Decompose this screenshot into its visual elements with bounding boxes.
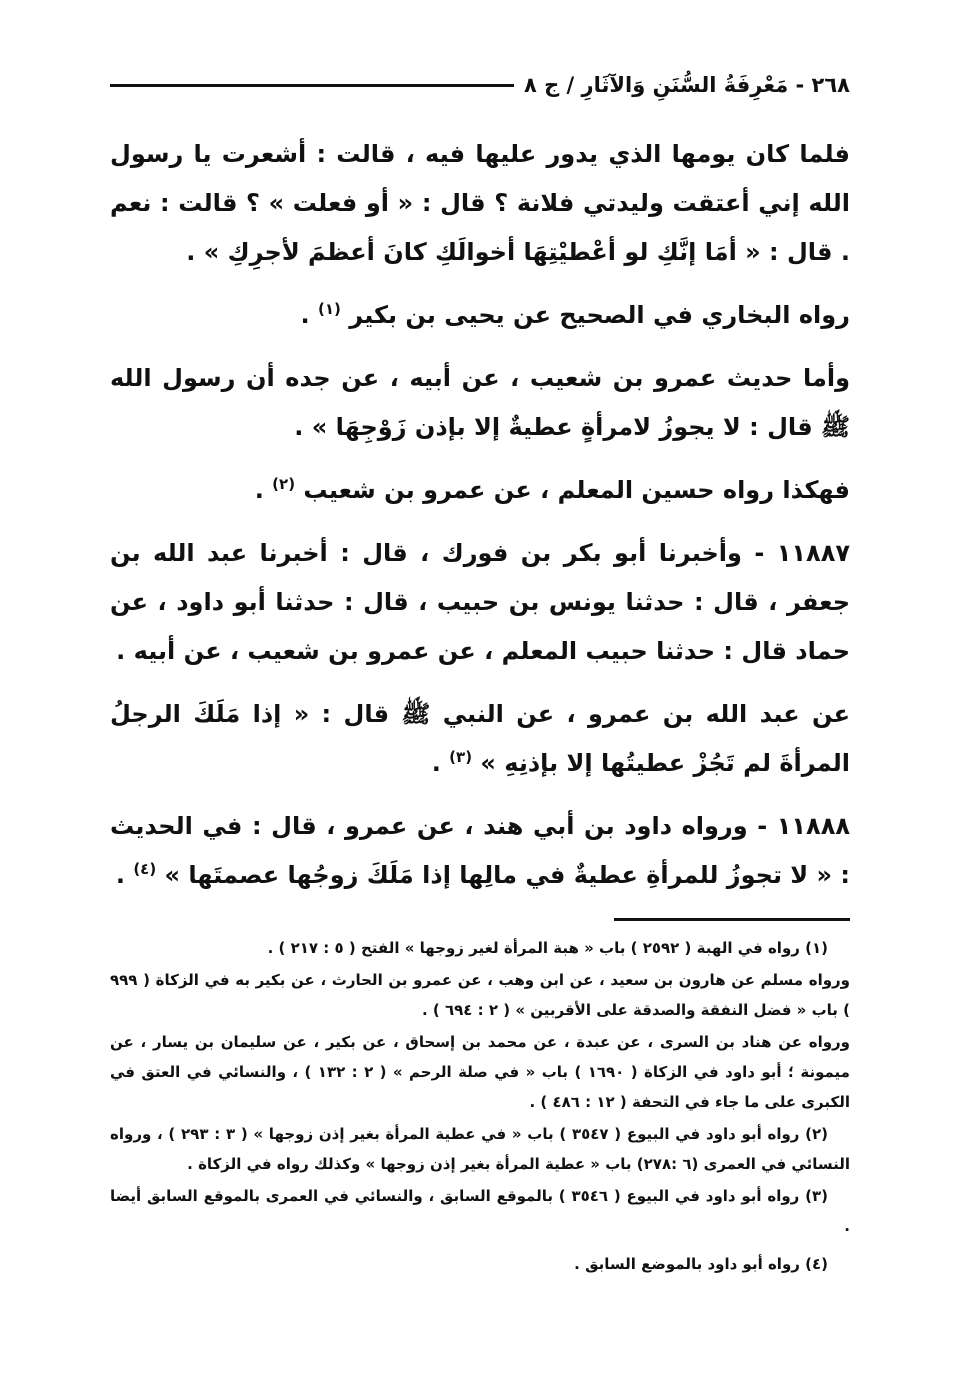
footnote-2: (٢) رواه أبو داود في البيوع ( ٣٥٤٧ ) باب « في عطية المرأة بغير إذن زوجها » ( ٣ : ٢٩٣ ) ، ورواه النسائي في العمرى (٦ :٢٧٨) باب « عطية المرأة بغير إذن زوجها » وكذلك رواه في الزكاة . bbox=[110, 1125, 850, 1173]
main-text bbox=[110, 130, 850, 900]
footnote-3: (٣) رواه أبو داود في البيوع ( ٣٥٤٦ ) بالموقع السابق ، والنسائي في العمرى بالموقع السابق أيضا . bbox=[110, 1187, 850, 1235]
footnote-1-cont-a: ورواه مسلم عن هارون بن سعيد ، عن ابن وهب ، عن عمرو بن الحارث ، عن بكير به في الزكاة ( ٩٩٩ ) باب « فضل النفقة والصدقة على الأقربين » ( ٢ : ٦٩٤ ) . bbox=[110, 971, 850, 1019]
footnote-ref-2: (٢) bbox=[272, 475, 296, 493]
footnote-ref-1: (١) bbox=[318, 300, 341, 318]
page-header bbox=[110, 60, 850, 110]
paragraph-7: ١١٨٨٨ - ورواه داود بن أبي هند ، عن عمرو ، قال : في الحديث : « لا تجوزُ للمرأةِ عطيةٌ في مالِها إذا مَلَكَ زوجُها عصمتَها » $^{(٤)}$ . bbox=[110, 812, 850, 889]
paragraph-5: ١١٨٨٧ - وأخبرنا أبو بكر بن فورك ، قال : أخبرنا عبد الله بن جعفر ، قال : حدثنا يونس بن حبيب ، قال : حدثنا أبو داود ، عن حماد قال : حدثنا حبيب المعلم ، عن عمرو بن شعيب ، عن أبيه . bbox=[110, 539, 850, 665]
footnote-separator bbox=[614, 918, 850, 921]
footnote-1-cont-b: ورواه عن هناد بن السرى ، عن عبدة ، عن محمد بن إسحاق ، عن بكير ، عن سليمان بن يسار ، عن ميمونة ؛ أبو داود في الزكاة ( ١٦٩٠ ) باب « في صلة الرحم » ( ٢ : ١٣٢ ) ، والنسائي في العتق في الكبرى على ما جاء في التحفة ( ١٢ : ٤٨٦ ) . bbox=[110, 1033, 850, 1111]
footnotes bbox=[110, 933, 850, 1279]
header-rule bbox=[110, 84, 514, 87]
paragraph-1: فلما كان يومها الذي يدور عليها فيه ، قالت : أشعرت يا رسول الله إني أعتقت وليدتي فلانة ؟ قال : « أو فعلت » ؟ قالت : نعم . قال : « أمَا إنَّكِ لو أعْطيْتِهَا أخوالَكِ كانَ أعظمَ لأجرِكِ » . bbox=[110, 140, 850, 266]
paragraph-3: وأما حديث عمرو بن شعيب ، عن أبيه ، عن جده أن رسول الله ﷺ قال : لا يجوزُ لامرأةٍ عطيةٌ إلا بإذن زَوْجِهَا » . bbox=[110, 364, 850, 441]
running-title: ٢٦٨ - مَعْرِفَةُ السُّنَنِ وَالآثَارِ / ج ٨ bbox=[523, 73, 850, 97]
footnote-1: (١) رواه في الهبة ( ٢٥٩٢ ) باب « هبة المرأة لغير زوجها » الفتح ( ٥ : ٢١٧ ) . bbox=[267, 939, 828, 957]
paragraph-2: رواه البخاري في الصحيح عن يحيى بن بكير $^{(١)}$ . bbox=[300, 300, 850, 329]
footnote-ref-3: (٣) bbox=[449, 748, 473, 766]
footnote-ref-4: (٤) bbox=[133, 860, 157, 878]
footnote-4: (٤) رواه أبو داود بالموضع السابق . bbox=[574, 1255, 828, 1273]
paragraph-6: عن عبد الله بن عمرو ، عن النبي ﷺ قال : « إذا مَلَكَ الرجلُ المرأةَ لم تَجُزْ عطيتُها إلا بإذنِهِ » $^{(٣)}$ . bbox=[110, 700, 850, 777]
paragraph-4: فهكذا رواه حسين المعلم ، عن عمرو بن شعيب $^{(٢)}$ . bbox=[254, 475, 850, 504]
book-page bbox=[110, 60, 850, 1281]
